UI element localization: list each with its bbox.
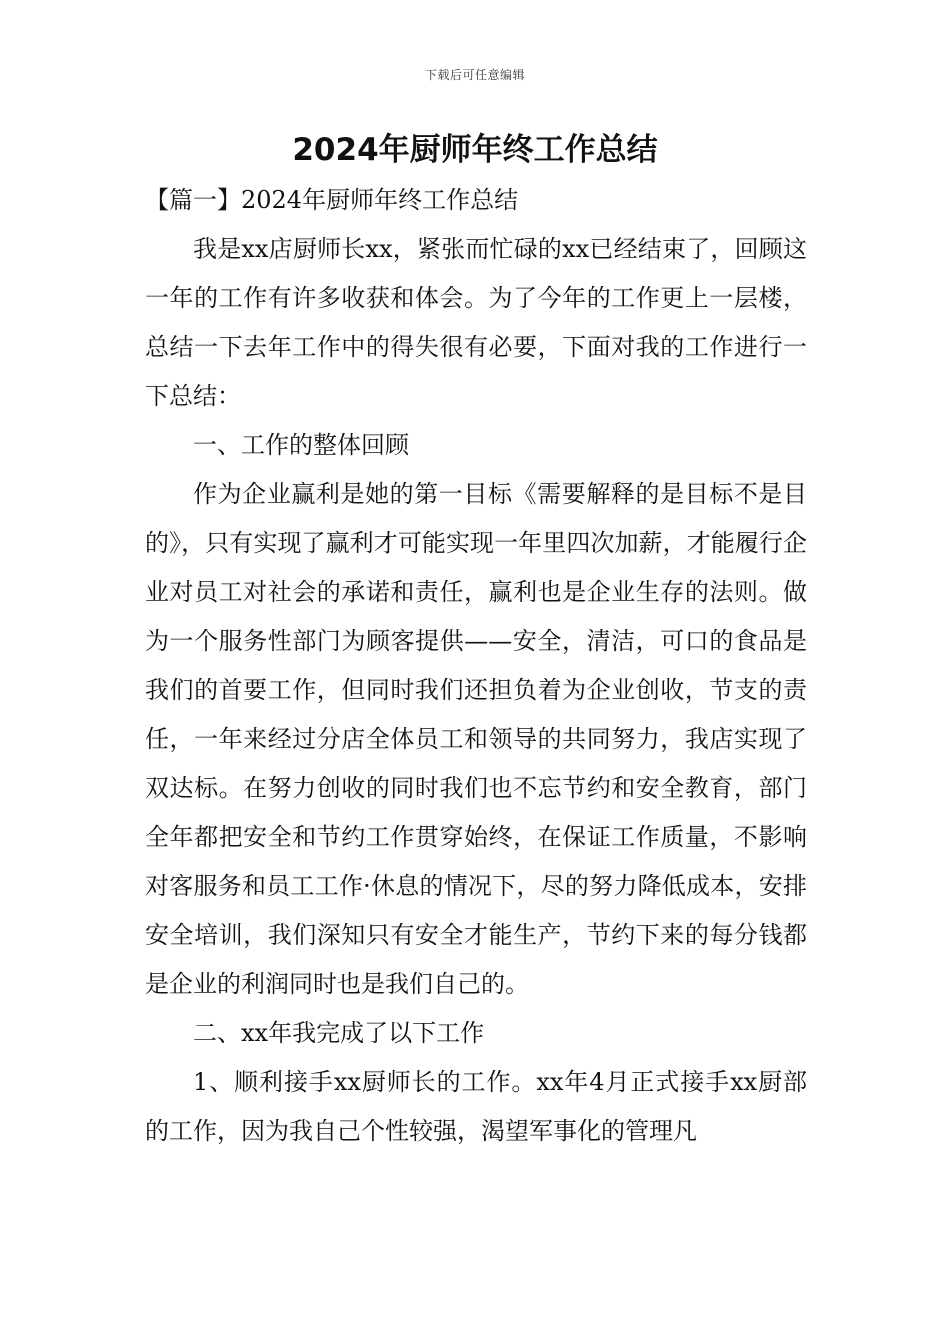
- document-body: [145, 176, 807, 1156]
- paragraph-item-1: 1、顺利接手xx厨师长的工作。xx年4月正式接手xx厨部的工作，因为我自己个性较强，渴望军事化的管理凡: [145, 1068, 807, 1145]
- page-header: 下载后可任意编辑: [424, 68, 525, 82]
- heading-overall-review: 一、工作的整体回顾: [193, 431, 409, 459]
- paragraph-intro: 我是xx店厨师长xx，紧张而忙碌的xx已经结束了，回顾这一年的工作有许多收获和体会。为了今年的工作更上一层楼，总结一下去年工作中的得失很有必要，下面对我的工作进行一下总结：: [145, 235, 807, 410]
- section-label: 【篇一】2024年厨师年终工作总结: [145, 186, 519, 214]
- document-title: 2024年厨师年终工作总结: [292, 132, 658, 168]
- paragraph-overall-review: 作为企业赢利是她的第一目标《需要解释的是目标不是目的》，只有实现了赢利才可能实现一年里四次加薪，才能履行企业对员工对社会的承诺和责任，赢利也是企业生存的法则。做为一个服务性部门为顾客提供——安全，清洁，可口的食品是我们的首要工作，但同时我们还担负着为企业创收，节支的责任，一年来经过分店全体员工和领导的共同努力，我店实现了双达标。在努力创收的同时我们也不忘节约和安全教育，部门全年都把安全和节约工作贯穿始终，在保证工作质量，不影响对客服务和员工工作·休息的情况下，尽的努力降低成本，安排安全培训，我们深知只有安全才能生产，节约下来的每分钱都是企业的利润同时也是我们自己的。: [145, 480, 807, 998]
- heading-completed-work: 二、xx年我完成了以下工作: [193, 1019, 485, 1047]
